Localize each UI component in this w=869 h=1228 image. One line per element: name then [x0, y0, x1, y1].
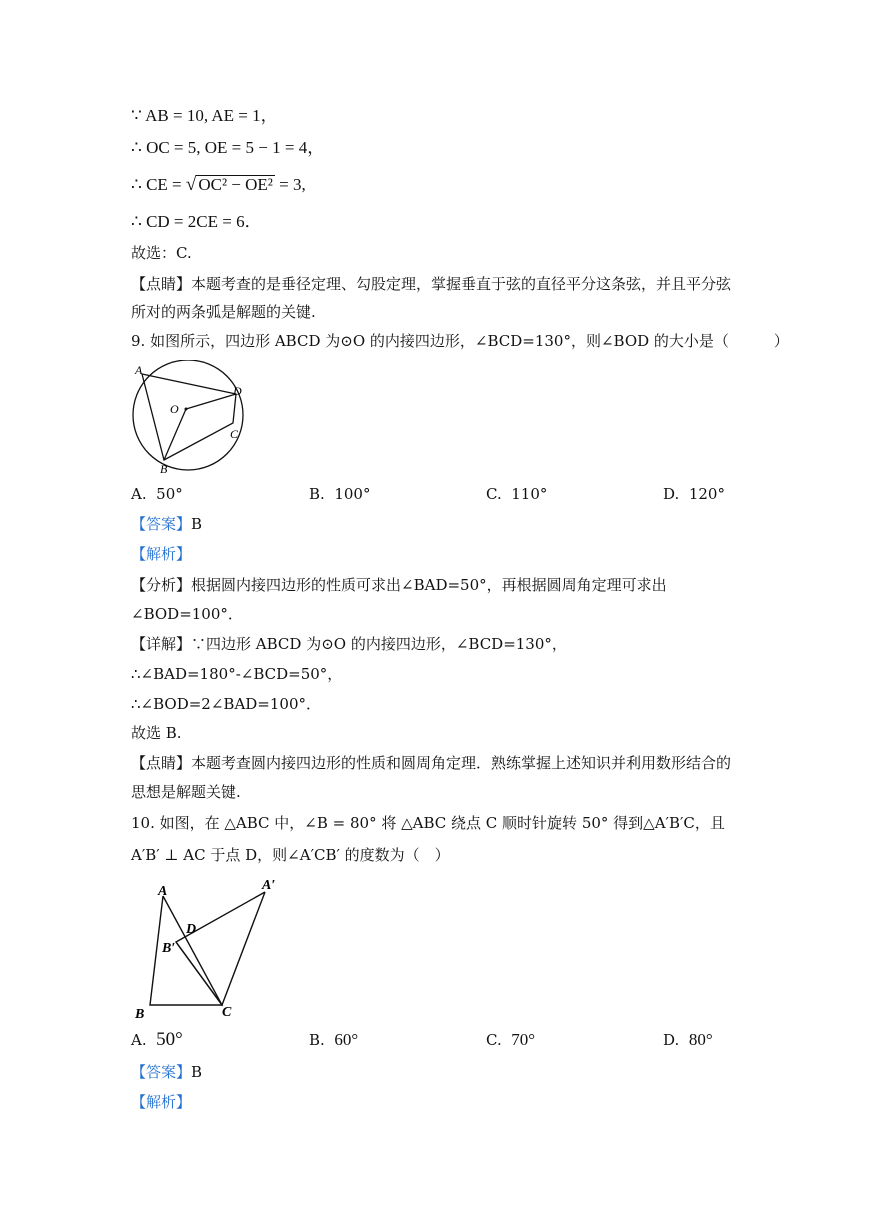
q10-option-d: [663, 1030, 713, 1050]
option-key: A.: [131, 485, 147, 503]
question-9: 9. 如图所示，四边形 ABCD 为⊙O 的内接四边形，∠BCD=130°，则∠BOD 的大小是（ ）: [131, 332, 789, 350]
figure-10-rotation-diagram: [130, 875, 290, 1025]
quadrilateral-abcd: [142, 374, 236, 460]
q9-comment-line-1: [131, 753, 731, 773]
option-value: 100°: [334, 485, 371, 503]
label-a: A: [135, 363, 143, 377]
figure-9-circle-diagram: [126, 360, 251, 478]
label-c: C: [230, 427, 239, 441]
option-value: 80°: [688, 1030, 713, 1049]
option-key: B.: [309, 485, 325, 503]
comment-text: 本题考查的是垂径定理、勾股定理，掌握垂直于弦的直径平分这条弦，并且平分弦: [191, 275, 732, 293]
analysis-text: 根据圆内接四边形的性质可求出∠BAD=50°，再根据圆周角定理可求出: [191, 576, 667, 594]
triangle-a2b2c: [176, 892, 265, 1005]
analysis-tag: 【分析】: [131, 576, 192, 594]
option-value: 110°: [511, 485, 548, 503]
answer-value: B: [191, 515, 203, 533]
q9-detail-line-1: [131, 634, 567, 654]
q9-analysis-line-2: ∠BOD=100°．: [131, 605, 243, 623]
q9-analysis-heading: 【解析】: [131, 545, 192, 563]
option-value: 50°: [156, 485, 183, 503]
option-key: B.: [309, 1031, 325, 1049]
segment-od: [186, 394, 236, 409]
detail-text: ∵四边形 ABCD 为⊙O 的内接四边形，∠BCD=130°，: [191, 635, 567, 653]
question-10-line-1: 10. 如图，在 △ABC 中，∠B = 80° 将 △ABC 绕点 C 顺时针旋转 50° 得到△A′B′C，且: [131, 814, 725, 832]
option-value: 50°: [156, 1029, 183, 1050]
label-d: D: [233, 384, 242, 398]
comment-line-2: 所对的两条弧是解题的关键.: [131, 303, 316, 321]
q9-option-c: [486, 484, 547, 504]
answer-choice-line: 故选：C.: [131, 244, 192, 262]
question-10-line-2: A′B′ ⊥ AC 于点 D，则∠A′CB′ 的度数为（ ）: [131, 846, 450, 864]
q9-option-a: [131, 484, 183, 504]
ce-prefix: ∴ CE =: [131, 175, 186, 194]
q9-analysis-line-1: [131, 575, 667, 595]
option-value: 70°: [511, 1030, 536, 1049]
q9-detail-line-2: ∴∠BAD=180°-∠BCD=50°，: [131, 665, 343, 683]
q9-answer: [131, 514, 202, 534]
option-key: D.: [663, 1031, 680, 1049]
q10-option-c: [486, 1030, 535, 1050]
comment-tag: 【点睛】: [131, 754, 192, 772]
segment-b2c: [176, 942, 222, 1005]
option-key: C.: [486, 485, 502, 503]
label-b-prime: B′: [162, 941, 176, 956]
option-key: A.: [131, 1031, 147, 1049]
triangle-abc: [150, 896, 222, 1005]
option-value: 60°: [334, 1030, 359, 1049]
solution-line-2: ∴ OC = 5, OE = 5 − 1 = 4，: [131, 138, 325, 157]
center-point: [185, 408, 188, 411]
comment-text: 本题考查圆内接四边形的性质和圆周角定理．熟练掌握上述知识并利用数形结合的: [191, 754, 732, 772]
q9-comment-line-2: 思想是解题关键.: [131, 783, 241, 801]
answer-tag: 【答案】: [131, 515, 192, 533]
label-b: B: [160, 462, 168, 476]
segment-ob: [164, 409, 186, 460]
q10-option-b: [309, 1030, 358, 1050]
q10-analysis-heading: 【解析】: [131, 1093, 192, 1111]
solution-line-3: [131, 175, 306, 195]
option-key: C.: [486, 1031, 502, 1049]
option-value: 120°: [688, 485, 725, 503]
comment-tag: 【点睛】: [131, 275, 192, 293]
label-d: D: [186, 922, 197, 937]
label-a-prime: A′: [262, 878, 276, 893]
q10-option-a: [131, 1030, 183, 1050]
sqrt-radicand: OC² − OE²: [198, 175, 273, 194]
detail-tag: 【详解】: [131, 635, 192, 653]
comment-line-1: [131, 274, 731, 294]
q9-option-d: [663, 484, 725, 504]
answer-tag: 【答案】: [131, 1063, 192, 1081]
q10-answer: [131, 1062, 202, 1082]
solution-line-1: ∵ AB = 10, AE = 1，: [131, 106, 278, 125]
q9-detail-line-4: 故选 B.: [131, 724, 182, 742]
option-key: D.: [663, 485, 680, 503]
q9-option-b: [309, 484, 370, 504]
label-o: O: [170, 402, 179, 416]
solution-line-4: ∴ CD = 2CE = 6．: [131, 212, 262, 231]
q9-detail-line-3: ∴∠BOD=2∠BAD=100°．: [131, 695, 321, 713]
label-b: B: [135, 1007, 145, 1022]
ce-result: = 3,: [274, 175, 306, 194]
answer-value: B: [191, 1063, 203, 1081]
circle-o: [133, 360, 243, 470]
label-c: C: [222, 1005, 232, 1020]
sqrt-sign: √: [185, 174, 197, 195]
label-a: A: [158, 884, 168, 899]
